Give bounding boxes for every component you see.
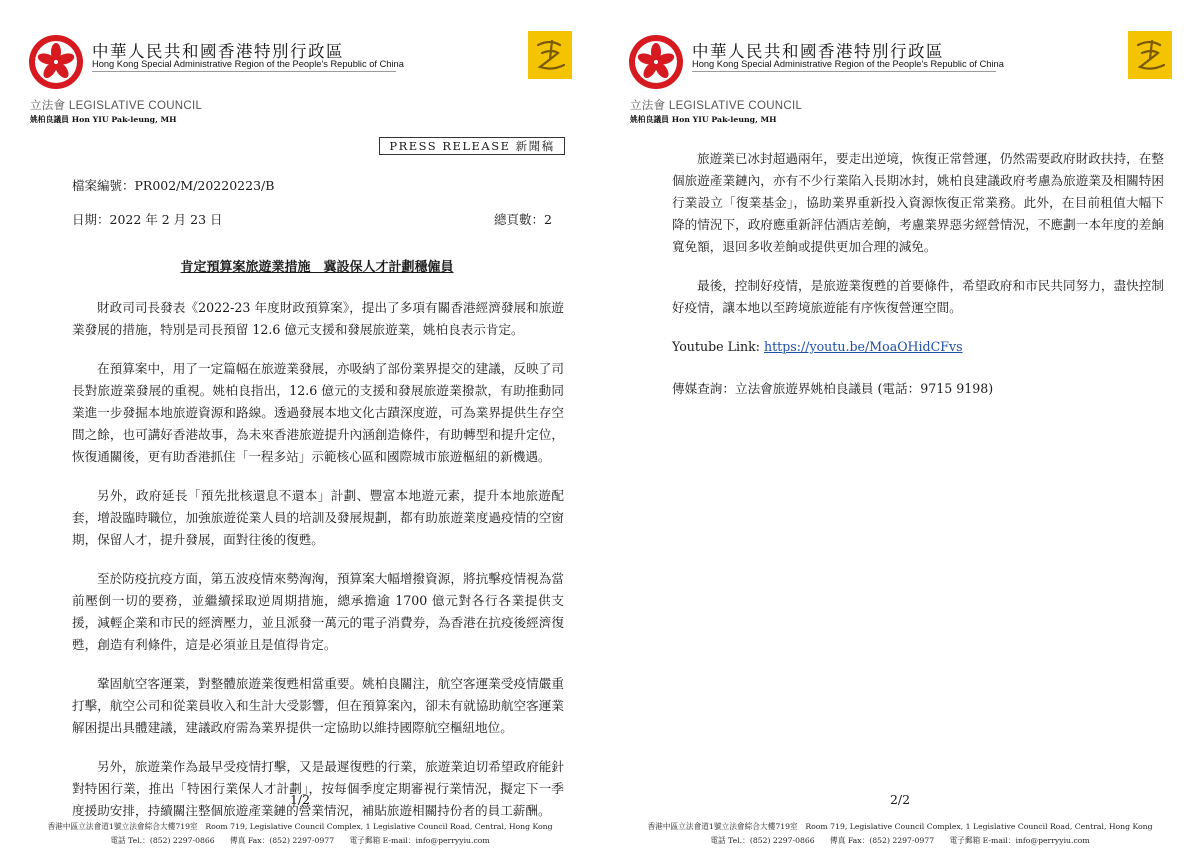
page-2-body bbox=[672, 148, 1164, 400]
release-date: 日期：2022 年 2 月 23 日 bbox=[72, 212, 223, 227]
youtube-link[interactable]: https://youtu.be/MoaOHidCFvs bbox=[763, 339, 963, 354]
page-number: 1/2 bbox=[289, 792, 311, 807]
header-divider bbox=[92, 71, 396, 72]
yellow-calligraphy-logo-icon bbox=[1128, 31, 1172, 79]
page-1-body bbox=[72, 297, 564, 839]
paragraph: 鞏固航空客運業，對整體旅遊業復甦相當重要。姚柏良關注，航空客運業受疫情嚴重打擊，航空公司和從業員收入和生計大受影響，但在預算案內，卻未有就協助航空客運業解困提出具體建議，建議政府需為業界提供一定協助以維持國際航空樞紐地位。 bbox=[72, 676, 564, 735]
footer-address: 香港中區立法會道1號立法會綜合大樓719室 Room 719, Legislative Council Complex, 1 Legislative Council Road, Central, Hong Kong bbox=[47, 822, 553, 831]
paragraph: 財政司司長發表《2022-23 年度財政預算案》，提出了多項有關香港經濟發展和旅遊業發展的措施，特別是司長預留 12.6 億元支援和發展旅遊業，姚柏良表示肯定。 bbox=[72, 300, 564, 337]
member-name: 姚柏良議員 Hon YIU Pak-leung, MH bbox=[630, 115, 777, 124]
member-name: 姚柏良議員 Hon YIU Pak-leung, MH bbox=[30, 115, 177, 124]
yellow-calligraphy-logo-icon bbox=[528, 31, 572, 79]
government-name-chinese: 中華人民共和國香港特別行政區 bbox=[692, 42, 944, 61]
footer-address: 香港中區立法會道1號立法會綜合大樓719室 Room 719, Legislative Council Complex, 1 Legislative Council Road, Central, Hong Kong bbox=[647, 822, 1153, 831]
header-divider bbox=[692, 71, 996, 72]
paragraph: 最後，控制好疫情，是旅遊業復甦的首要條件，希望政府和市民共同努力，盡快控制好疫情，讓本地以至跨境旅遊能有序恢復營運空間。 bbox=[672, 278, 1164, 315]
paragraph: 另外，政府延長「預先批核還息不還本」計劃、豐富本地遊元素，提升本地旅遊配套，增設臨時職位，加強旅遊從業人員的培訓及發展規劃，都有助旅遊業度過疫情的空窗期，保留人才，提升發展，面對往後的復甦。 bbox=[72, 488, 564, 547]
bauhinia-emblem-icon bbox=[28, 34, 84, 90]
press-release-box: PRESS RELEASE 新聞稿 bbox=[379, 137, 565, 155]
file-number: 檔案編號：PR002/M/20220223/B bbox=[72, 178, 275, 193]
press-release-title: 肯定預算案旅遊業措施 冀設保人才計劃穩僱員 bbox=[180, 260, 454, 275]
legislative-council-label: 立法會 LEGISLATIVE COUNCIL bbox=[30, 100, 203, 112]
total-pages: 總頁數：2 bbox=[494, 212, 552, 227]
footer-contact: 電話 Tel.：(852) 2297-0866 傳真 Fax：(852) 2297-0977 電子郵箱 E-mail：info@perryyiu.com bbox=[710, 836, 1090, 845]
paragraph: 在預算案中，用了一定篇幅在旅遊業發展，亦吸納了部份業界提交的建議，反映了司長對旅遊業發展的重視。姚柏良指出，12.6 億元的支援和發展旅遊業撥款，有助推動同業進一步發掘本地旅遊資源和路線。透過發展本地文化古蹟深度遊，可為業界提供生存空間之餘，也可講好香港故事，為未來香港旅遊提升內涵創造條件，有助轉型和提升定位，恢復通關後，更有助香港抓住「一程多站」示範核心區和國際城市旅遊樞紐的新機遇。 bbox=[72, 361, 564, 464]
page-number: 2/2 bbox=[889, 792, 911, 807]
bauhinia-emblem-icon bbox=[628, 34, 684, 90]
paragraph: 旅遊業已冰封超過兩年，要走出逆境，恢復正常營運，仍然需要政府財政扶持，在整個旅遊產業鏈內，亦有不少行業陷入長期冰封，姚柏良建議政府考慮為旅遊業及相關特困行業設立「復業基金」，協助業界重新投入資源恢復正常業務。此外，在目前租值大幅下降的情況下，政府應重新評估酒店差餉，考慮業界惡劣經營情況，不應劃一本年度的差餉寬免額，退回多收差餉或提供更加合理的減免。 bbox=[672, 151, 1164, 254]
government-name-english: Hong Kong Special Administrative Region of the People's Republic of China bbox=[92, 59, 404, 69]
youtube-link-line bbox=[672, 336, 1164, 358]
footer-contact: 電話 Tel.：(852) 2297-0866 傳真 Fax：(852) 2297-0977 電子郵箱 E-mail：info@perryyiu.com bbox=[110, 836, 490, 845]
government-name-chinese: 中華人民共和國香港特別行政區 bbox=[92, 42, 344, 61]
paragraph: 至於防疫抗疫方面，第五波疫情來勢洶洶，預算案大幅增撥資源，將抗擊疫情視為當前壓倒一切的要務，並繼續採取逆周期措施，總承擔逾 1700 億元對各行各業提供支援，減輕企業和市民的經濟壓力，並且派發一萬元的電子消費券，為香港在抗疫後經濟復甦，創造有利條件，這是必須並且是值得肯定。 bbox=[72, 571, 564, 652]
government-name-english: Hong Kong Special Administrative Region of the People's Republic of China bbox=[692, 59, 1004, 69]
page-2 bbox=[600, 0, 1200, 849]
media-enquiry: 傳媒查詢：立法會旅遊界姚柏良議員 (電話：9715 9198) bbox=[672, 381, 994, 396]
youtube-label: Youtube Link: bbox=[672, 339, 764, 354]
paragraph: 另外，旅遊業作為最早受疫情打擊，又是最遲復甦的行業，旅遊業迫切希望政府能針對特困行業，推出「特困行業保人才計劃」，按每個季度定期審視行業情況，擬定下一季度援助安排，持續關注整個旅遊產業鏈的營業情況，補貼旅遊相關持份者的員工薪酬。 bbox=[72, 759, 564, 818]
legislative-council-label: 立法會 LEGISLATIVE COUNCIL bbox=[630, 100, 803, 112]
